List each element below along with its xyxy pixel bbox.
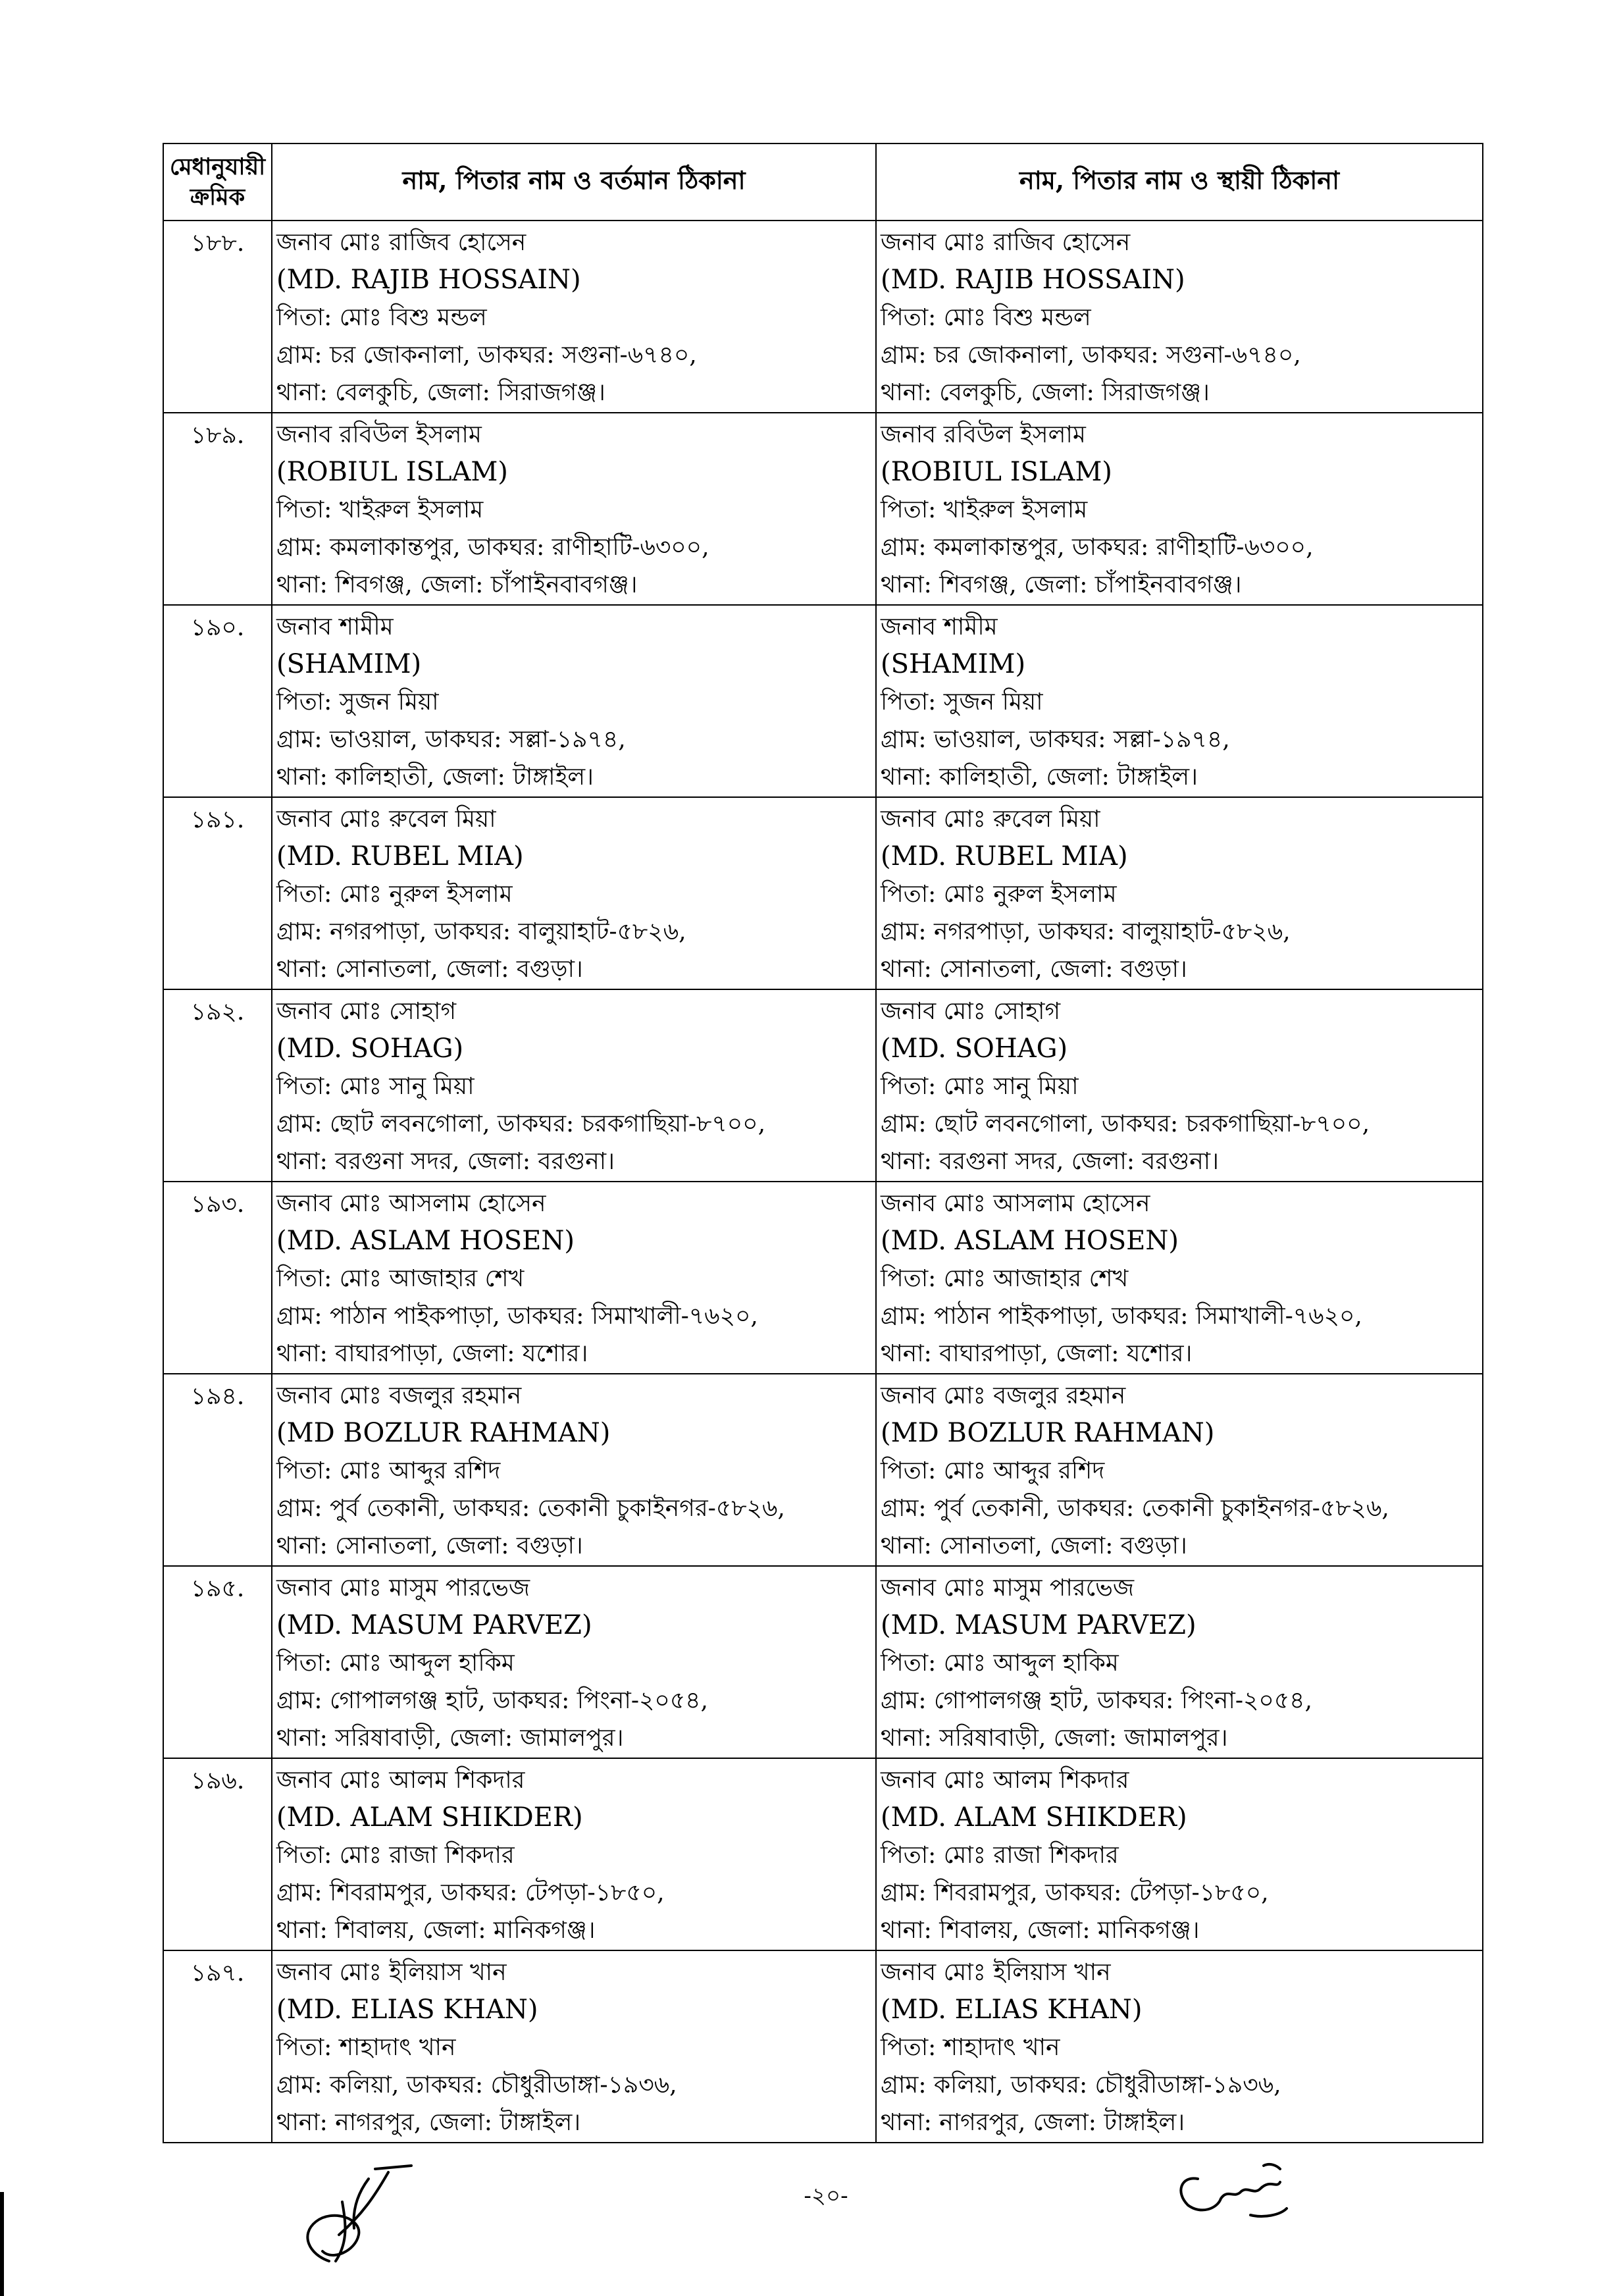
name-english: (MD. ALAM SHIKDER) <box>881 1802 1187 1833</box>
father-name: পিতা: মোঃ বিশু মন্ডল <box>276 304 487 331</box>
present-address-cell <box>272 797 876 989</box>
father-name: পিতা: সুজন মিয়া <box>276 689 439 716</box>
father-name: পিতা: মোঃ আব্দুর রশিদ <box>881 1457 1105 1484</box>
serial-number: ১৯২. <box>163 989 272 1182</box>
thana-district: থানা: সোনাতলা, জেলা: বগুড়া। <box>881 956 1187 983</box>
father-name: পিতা: মোঃ সানু মিয়া <box>881 1073 1079 1100</box>
table-row <box>163 1182 1483 1374</box>
permanent-address-cell <box>876 1182 1483 1374</box>
present-address-cell <box>272 989 876 1182</box>
village-post-office: গ্রাম: নগরপাড়া, ডাকঘর: বালুয়াহাট-৫৮২৬, <box>276 918 686 945</box>
father-name: পিতা: মোঃ আজাহার শেখ <box>881 1265 1129 1292</box>
permanent-address-cell <box>876 1950 1483 2143</box>
father-name: পিতা: মোঃ আব্দুর রশিদ <box>276 1457 501 1484</box>
table-body <box>163 221 1483 2143</box>
permanent-address-cell <box>876 605 1483 797</box>
village-post-office: গ্রাম: ছোট লবনগোলা, ডাকঘর: চরকগাছিয়া-৮৭০০, <box>881 1110 1370 1137</box>
permanent-address-column-header: নাম, পিতার নাম ও স্থায়ী ঠিকানা <box>876 144 1483 221</box>
father-name: পিতা: মোঃ আব্দুল হাকিম <box>881 1650 1119 1677</box>
thana-district: থানা: বাঘারপাড়া, জেলা: যশোর। <box>276 1340 588 1367</box>
village-post-office: গ্রাম: কলিয়া, ডাকঘর: চৌধুরীডাঙ্গা-১৯৩৬, <box>276 2072 677 2099</box>
serial-number: ১৮৮. <box>163 221 272 413</box>
thana-district: থানা: সরিষাবাড়ী, জেলা: জামালপুর। <box>881 1725 1228 1752</box>
thana-district: থানা: বাঘারপাড়া, জেলা: যশোর। <box>881 1340 1193 1367</box>
thana-district: থানা: শিবগঞ্জ, জেলা: চাঁপাইনবাবগঞ্জ। <box>276 571 638 598</box>
serial-number: ১৯৫. <box>163 1566 272 1758</box>
table-row <box>163 413 1483 605</box>
name-english: (MD. RAJIB HOSSAIN) <box>881 265 1185 295</box>
name-english: (MD BOZLUR RAHMAN) <box>881 1418 1215 1448</box>
village-post-office: গ্রাম: পাঠান পাইকপাড়া, ডাকঘর: সিমাখালী-৭৬২০, <box>276 1303 758 1330</box>
village-post-office: গ্রাম: শিবরামপুর, ডাকঘর: টেপড়া-১৮৫০, <box>881 1879 1269 1906</box>
present-address-cell <box>272 605 876 797</box>
thana-district: থানা: শিবালয়, জেলা: মানিকগঞ্জ। <box>881 1917 1200 1944</box>
name-english: (MD. ASLAM HOSEN) <box>276 1226 575 1256</box>
name-bengali: জনাব মোঃ আসলাম হোসেন <box>881 1190 1150 1217</box>
father-name: পিতা: শাহাদাৎ খান <box>276 2034 456 2061</box>
binding-edge-mark <box>0 2192 4 2296</box>
name-bengali: জনাব মোঃ আলম শিকদার <box>276 1767 525 1794</box>
thana-district: থানা: বরগুনা সদর, জেলা: বরগুনা। <box>881 1148 1219 1175</box>
name-english: (MD. ELIAS KHAN) <box>276 1995 538 2025</box>
thana-district: থানা: কালিহাতী, জেলা: টাঙ্গাইল। <box>881 764 1198 791</box>
signature-left <box>296 2162 428 2281</box>
present-address-cell <box>272 1182 876 1374</box>
name-bengali: জনাব শামীম <box>881 613 998 640</box>
name-english: (MD. RUBEL MIA) <box>276 841 524 872</box>
village-post-office: গ্রাম: কমলাকান্তপুর, ডাকঘর: রাণীহাটি-৬৩০০, <box>881 534 1314 561</box>
father-name: পিতা: সুজন মিয়া <box>881 689 1043 716</box>
thana-district: থানা: কালিহাতী, জেলা: টাঙ্গাইল। <box>276 764 594 791</box>
present-address-cell <box>272 1950 876 2143</box>
table-row <box>163 605 1483 797</box>
name-bengali: জনাব মোঃ সোহাগ <box>276 998 457 1025</box>
village-post-office: গ্রাম: কমলাকান্তপুর, ডাকঘর: রাণীহাটি-৬৩০০, <box>276 534 709 561</box>
serial-number: ১৯১. <box>163 797 272 989</box>
name-english: (MD. ASLAM HOSEN) <box>881 1226 1179 1256</box>
village-post-office: গ্রাম: পাঠান পাইকপাড়া, ডাকঘর: সিমাখালী-৭৬২০, <box>881 1303 1362 1330</box>
village-post-office: গ্রাম: নগরপাড়া, ডাকঘর: বালুয়াহাট-৫৮২৬, <box>881 918 1291 945</box>
name-bengali: জনাব মোঃ বজলুর রহমান <box>881 1382 1126 1409</box>
village-post-office: গ্রাম: চর জোকনালা, ডাকঘর: সগুনা-৬৭৪০, <box>276 342 697 369</box>
village-post-office: গ্রাম: গোপালগঞ্জ হাট, ডাকঘর: পিংনা-২০৫৪, <box>276 1687 708 1714</box>
table-row <box>163 1758 1483 1950</box>
name-english: (MD. RAJIB HOSSAIN) <box>276 265 581 295</box>
father-name: পিতা: মোঃ আব্দুল হাকিম <box>276 1650 515 1677</box>
present-address-cell <box>272 1374 876 1566</box>
village-post-office: গ্রাম: গোপালগঞ্জ হাট, ডাকঘর: পিংনা-২০৫৪, <box>881 1687 1312 1714</box>
village-post-office: গ্রাম: ভাওয়াল, ডাকঘর: সল্লা-১৯৭৪, <box>881 726 1230 753</box>
name-bengali: জনাব মোঃ মাসুম পারভেজ <box>881 1575 1135 1602</box>
name-english: (ROBIUL ISLAM) <box>881 457 1112 487</box>
name-bengali: জনাব মোঃ রাজিব হোসেন <box>276 229 527 256</box>
village-post-office: গ্রাম: শিবরামপুর, ডাকঘর: টেপড়া-১৮৫০, <box>276 1879 665 1906</box>
name-english: (MD. SOHAG) <box>881 1033 1068 1064</box>
table-row <box>163 797 1483 989</box>
thana-district: থানা: বরগুনা সদর, জেলা: বরগুনা। <box>276 1148 615 1175</box>
father-name: পিতা: মোঃ সানু মিয়া <box>276 1073 475 1100</box>
serial-number: ১৮৯. <box>163 413 272 605</box>
name-english: (MD BOZLUR RAHMAN) <box>276 1418 611 1448</box>
name-english: (ROBIUL ISLAM) <box>276 457 508 487</box>
village-post-office: গ্রাম: ভাওয়াল, ডাকঘর: সল্লা-১৯৭৪, <box>276 726 626 753</box>
name-bengali: জনাব রবিউল ইসলাম <box>276 421 482 448</box>
thana-district: থানা: বেলকুচি, জেলা: সিরাজগঞ্জ। <box>881 379 1210 406</box>
father-name: পিতা: শাহাদাৎ খান <box>881 2034 1060 2061</box>
signature-right <box>1171 2152 1303 2231</box>
table-row <box>163 1950 1483 2143</box>
permanent-address-cell <box>876 797 1483 989</box>
table-row <box>163 1374 1483 1566</box>
name-bengali: জনাব মোঃ মাসুম পারভেজ <box>276 1575 530 1602</box>
name-bengali: জনাব মোঃ আলম শিকদার <box>881 1767 1129 1794</box>
serial-number: ১৯৬. <box>163 1758 272 1950</box>
serial-number: ১৯৪. <box>163 1374 272 1566</box>
father-name: পিতা: মোঃ রাজা শিকদার <box>881 1842 1119 1869</box>
page-number: -২০- <box>804 2183 848 2209</box>
father-name: পিতা: মোঃ আজাহার শেখ <box>276 1265 525 1292</box>
thana-district: থানা: নাগরপুর, জেলা: টাঙ্গাইল। <box>881 2109 1185 2136</box>
name-english: (MD. ELIAS KHAN) <box>881 1995 1143 2025</box>
father-name: পিতা: মোঃ বিশু মন্ডল <box>881 304 1091 331</box>
thana-district: থানা: সোনাতলা, জেলা: বগুড়া। <box>276 956 583 983</box>
thana-district: থানা: সোনাতলা, জেলা: বগুড়া। <box>881 1532 1187 1559</box>
permanent-address-cell <box>876 221 1483 413</box>
permanent-address-cell <box>876 413 1483 605</box>
name-bengali: জনাব মোঃ বজলুর রহমান <box>276 1382 522 1409</box>
present-address-cell <box>272 1566 876 1758</box>
present-address-cell <box>272 1758 876 1950</box>
thana-district: থানা: শিবগঞ্জ, জেলা: চাঁপাইনবাবগঞ্জ। <box>881 571 1242 598</box>
name-english: (SHAMIM) <box>276 649 422 679</box>
father-name: পিতা: মোঃ নুরুল ইসলাম <box>276 881 513 908</box>
name-bengali: জনাব মোঃ সোহাগ <box>881 998 1061 1025</box>
table-header <box>163 144 1483 221</box>
village-post-office: গ্রাম: ছোট লবনগোলা, ডাকঘর: চরকগাছিয়া-৮৭০০, <box>276 1110 766 1137</box>
serial-column-header: মেধানুযায়ী ক্রমিক <box>163 144 272 221</box>
father-name: পিতা: খাইরুল ইসলাম <box>276 496 484 523</box>
table-row <box>163 1566 1483 1758</box>
name-bengali: জনাব রবিউল ইসলাম <box>881 421 1086 448</box>
permanent-address-cell <box>876 989 1483 1182</box>
village-post-office: গ্রাম: পুর্ব তেকানী, ডাকঘর: তেকানী চুকাইনগর-৫৮২৬, <box>881 1495 1389 1522</box>
present-address-column-header: নাম, পিতার নাম ও বর্তমান ঠিকানা <box>272 144 876 221</box>
name-bengali: জনাব মোঃ রুবেল মিয়া <box>276 806 496 833</box>
name-bengali: জনাব মোঃ আসলাম হোসেন <box>276 1190 546 1217</box>
name-bengali: জনাব মোঃ ইলিয়াস খান <box>276 1959 507 1986</box>
table-row <box>163 221 1483 413</box>
present-address-cell <box>272 221 876 413</box>
thana-district: থানা: নাগরপুর, জেলা: টাঙ্গাইল। <box>276 2109 581 2136</box>
name-english: (MD. MASUM PARVEZ) <box>276 1610 592 1640</box>
name-english: (MD. ALAM SHIKDER) <box>276 1802 583 1833</box>
permanent-address-cell <box>876 1566 1483 1758</box>
merit-list-table <box>163 143 1483 2143</box>
permanent-address-cell <box>876 1374 1483 1566</box>
serial-number: ১৯৩. <box>163 1182 272 1374</box>
thana-district: থানা: সোনাতলা, জেলা: বগুড়া। <box>276 1532 583 1559</box>
village-post-office: গ্রাম: পুর্ব তেকানী, ডাকঘর: তেকানী চুকাইনগর-৫৮২৬, <box>276 1495 785 1522</box>
present-address-cell <box>272 413 876 605</box>
thana-district: থানা: শিবালয়, জেলা: মানিকগঞ্জ। <box>276 1917 596 1944</box>
table-row <box>163 989 1483 1182</box>
name-english: (MD. SOHAG) <box>276 1033 464 1064</box>
thana-district: থানা: বেলকুচি, জেলা: সিরাজগঞ্জ। <box>276 379 605 406</box>
name-bengali: জনাব মোঃ ইলিয়াস খান <box>881 1959 1111 1986</box>
name-english: (MD. MASUM PARVEZ) <box>881 1610 1196 1640</box>
name-english: (MD. RUBEL MIA) <box>881 841 1128 872</box>
father-name: পিতা: মোঃ রাজা শিকদার <box>276 1842 515 1869</box>
father-name: পিতা: মোঃ নুরুল ইসলাম <box>881 881 1117 908</box>
village-post-office: গ্রাম: কলিয়া, ডাকঘর: চৌধুরীডাঙ্গা-১৯৩৬, <box>881 2072 1281 2099</box>
name-bengali: জনাব মোঃ রুবেল মিয়া <box>881 806 1100 833</box>
serial-number: ১৯০. <box>163 605 272 797</box>
thana-district: থানা: সরিষাবাড়ী, জেলা: জামালপুর। <box>276 1725 624 1752</box>
name-bengali: জনাব মোঃ রাজিব হোসেন <box>881 229 1131 256</box>
village-post-office: গ্রাম: চর জোকনালা, ডাকঘর: সগুনা-৬৭৪০, <box>881 342 1301 369</box>
serial-number: ১৯৭. <box>163 1950 272 2143</box>
permanent-address-cell <box>876 1758 1483 1950</box>
name-english: (SHAMIM) <box>881 649 1026 679</box>
father-name: পিতা: খাইরুল ইসলাম <box>881 496 1088 523</box>
name-bengali: জনাব শামীম <box>276 613 394 640</box>
